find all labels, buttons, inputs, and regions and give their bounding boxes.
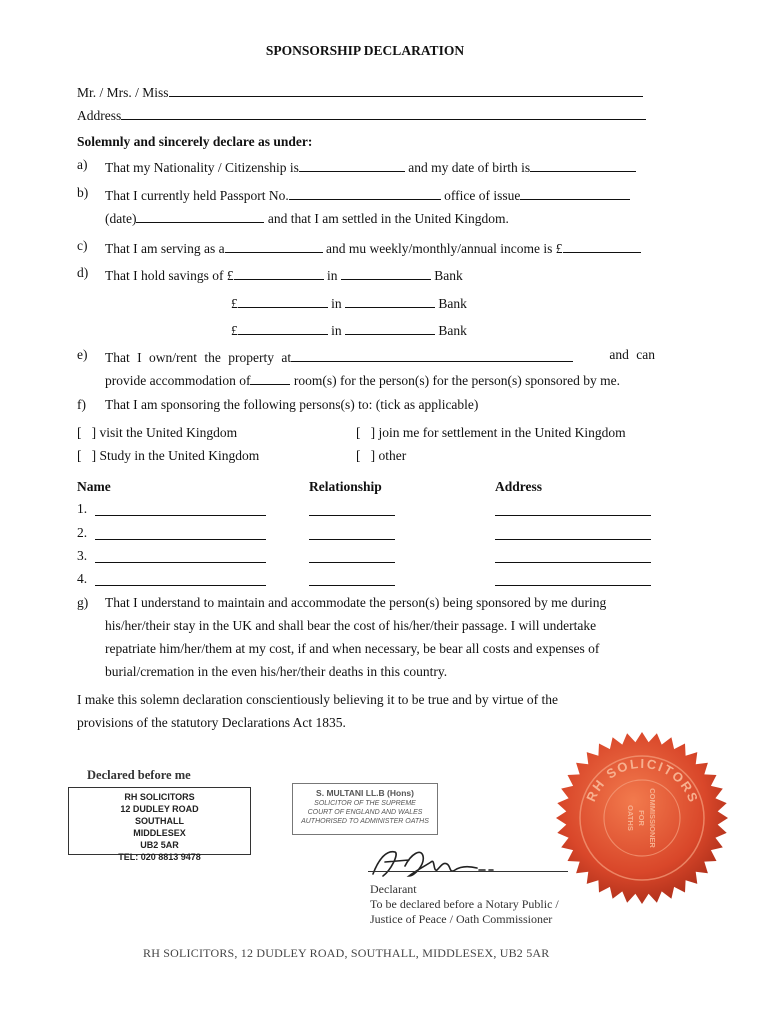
table-row <box>309 571 395 590</box>
bank-label: Bank <box>434 268 463 283</box>
item-a-text <box>105 157 636 176</box>
row-relationship-blank[interactable] <box>309 525 395 540</box>
item-a-part1: That my Nationality / Citizenship is <box>105 160 299 175</box>
notary-name: S. MULTANI LL.B (Hons) <box>316 788 414 798</box>
row-relationship-blank[interactable] <box>309 571 395 586</box>
stamp-line: 12 DUDLEY ROAD <box>120 804 199 814</box>
dob-blank[interactable] <box>530 157 636 172</box>
checkbox-bracket[interactable]: [ ] <box>77 448 97 463</box>
passport-blank[interactable] <box>289 185 441 200</box>
item-b-line1 <box>105 185 630 204</box>
declared-before-label: Declared before me <box>87 768 191 782</box>
table-row-number: 4. <box>77 571 88 586</box>
table-header-name: Name <box>77 479 111 494</box>
declare-heading: Solemnly and sincerely declare as under: <box>77 134 313 149</box>
stamp-line: TEL: 020 8813 9478 <box>118 852 201 862</box>
item-b-part4: and that I am settled in the United Kingdom. <box>267 211 509 226</box>
item-d-row1 <box>105 265 463 284</box>
item-e-line1 <box>105 347 655 366</box>
item-g-line: burial/cremation in the even his/her/their deaths in this country. <box>105 664 448 679</box>
closing-line: provisions of the statutory Declarations Act 1835. <box>77 715 346 730</box>
table-row <box>309 501 395 520</box>
address-label: Address <box>77 108 122 123</box>
address-field-row <box>77 105 646 124</box>
in-label: in <box>326 268 338 283</box>
checkbox-bracket[interactable]: [ ] <box>356 425 376 440</box>
closing-line: I make this solemn declaration conscientiously believing it to be true and by virtue of the <box>77 692 558 707</box>
in-label: in <box>331 296 342 311</box>
item-e-part4: room(s) for the person(s) for the person(s) sponsored by me. <box>293 373 621 388</box>
item-b-marker: b) <box>77 185 89 200</box>
item-g-line: his/her/their stay in the UK and shall bear the cost of his/her/their passage. I will undertake <box>105 618 597 633</box>
row-relationship-blank[interactable] <box>309 501 395 516</box>
table-row <box>495 501 651 520</box>
solicitor-stamp <box>68 787 251 862</box>
row-name-blank[interactable] <box>95 501 266 516</box>
checkbox-other-label: other <box>378 448 407 463</box>
item-e-part3: provide accommodation of <box>105 373 251 388</box>
footer-address: RH SOLICITORS, 12 DUDLEY ROAD, SOUTHALL, MIDDLESEX, UB2 5AR <box>143 946 550 960</box>
rooms-blank[interactable] <box>250 370 290 385</box>
savings-amount-blank[interactable] <box>238 320 328 335</box>
item-d-row2 <box>231 293 467 312</box>
table-header-relationship: Relationship <box>309 479 382 494</box>
declarant-note: To be declared before a Notary Public / <box>370 897 559 911</box>
table-row <box>95 571 266 590</box>
bank-name-blank[interactable] <box>345 293 435 308</box>
item-b-part1: That I currently held Passport No. <box>105 188 289 203</box>
notary-line: COURT OF ENGLAND AND WALES <box>307 809 423 816</box>
item-c-part2: and mu weekly/monthly/annual income is £ <box>325 241 563 256</box>
row-relationship-blank[interactable] <box>309 548 395 563</box>
seal-text: RH SOLICITORS <box>583 755 702 806</box>
checkbox-study[interactable] <box>77 448 259 464</box>
declarant-label: Declarant <box>370 882 417 896</box>
table-row-number: 2. <box>77 525 88 540</box>
bank-label: Bank <box>438 296 467 311</box>
row-name-blank[interactable] <box>95 548 266 563</box>
seal-center-line: FOR <box>637 810 646 826</box>
item-e-part1: That I own/rent the property at <box>105 350 292 365</box>
signature-line <box>368 871 568 872</box>
bank-name-blank[interactable] <box>341 265 431 280</box>
issue-date-blank[interactable] <box>136 208 264 223</box>
row-address-blank[interactable] <box>495 501 651 516</box>
item-c-part1: That I am serving as a <box>105 241 225 256</box>
name-label: Mr. / Mrs. / Miss <box>77 85 169 100</box>
notary-line: SOLICITOR OF THE SUPREME <box>314 800 416 807</box>
office-issue-blank[interactable] <box>520 185 630 200</box>
table-row-number: 3. <box>77 548 88 563</box>
document-title: SPONSORSHIP DECLARATION <box>265 43 465 58</box>
item-c-marker: c) <box>77 238 88 253</box>
item-c-text <box>105 238 641 257</box>
item-e-part2: and can <box>609 347 655 362</box>
item-g-line: repatriate him/her/them at my cost, if and when necessary, be bear all costs and expenses of <box>105 641 600 656</box>
pound-label: £ <box>231 296 238 311</box>
stamp-line: UB2 5AR <box>140 840 179 850</box>
checkbox-study-label: Study in the United Kingdom <box>99 448 260 463</box>
item-d-marker: d) <box>77 265 89 280</box>
table-row <box>309 548 395 567</box>
notary-line: AUTHORISED TO ADMINISTER OATHS <box>301 818 429 825</box>
item-b-part2: office of issue <box>444 188 521 203</box>
checkbox-other[interactable] <box>356 448 406 464</box>
table-row <box>495 548 651 567</box>
item-a-marker: a) <box>77 157 88 172</box>
red-seal <box>552 728 732 908</box>
item-g-line: That I understand to maintain and accommodate the person(s) being sponsored by me during <box>105 595 607 610</box>
item-f-marker: f) <box>77 397 86 412</box>
seal-center-line: COMMISSIONER <box>648 788 657 848</box>
table-row <box>309 525 395 544</box>
row-name-blank[interactable] <box>95 525 266 540</box>
item-b-part3: (date) <box>105 211 137 226</box>
item-d-row3 <box>231 320 467 339</box>
checkbox-settlement[interactable] <box>356 425 626 441</box>
item-e-line2 <box>105 370 620 389</box>
checkbox-settlement-label: join me for settlement in the United Kingdom <box>378 425 626 440</box>
row-address-blank[interactable] <box>495 548 651 563</box>
item-f-text: That I am sponsoring the following persons(s) to: (tick as applicable) <box>105 397 479 412</box>
item-e-marker: e) <box>77 347 88 362</box>
nationality-blank[interactable] <box>299 157 405 172</box>
table-row <box>95 548 266 567</box>
checkbox-visit-label: visit the United Kingdom <box>99 425 238 440</box>
declarant-note: Justice of Peace / Oath Commissioner <box>370 912 553 926</box>
table-row <box>495 525 651 544</box>
checkbox-bracket[interactable]: [ ] <box>356 448 376 463</box>
table-row <box>95 525 266 544</box>
seal-icon <box>552 728 732 908</box>
property-address-blank[interactable] <box>291 347 573 362</box>
occupation-blank[interactable] <box>225 238 323 253</box>
name-field-row <box>77 82 643 101</box>
signature-icon <box>365 836 515 884</box>
pound-label: £ <box>231 323 238 338</box>
stamp-line: RH SOLICITORS <box>124 792 195 802</box>
item-d-part1: That I hold savings of £ <box>105 268 234 283</box>
row-name-blank[interactable] <box>95 571 266 586</box>
checkbox-bracket[interactable]: [ ] <box>77 425 97 440</box>
seal-center-line: OATHS <box>626 805 635 831</box>
row-address-blank[interactable] <box>495 525 651 540</box>
name-blank[interactable] <box>169 82 643 97</box>
income-blank[interactable] <box>563 238 641 253</box>
stamp-line: MIDDLESEX <box>133 828 186 838</box>
table-row <box>495 571 651 590</box>
item-g-marker: g) <box>77 595 89 610</box>
table-row <box>95 501 266 520</box>
bank-label: Bank <box>438 323 467 338</box>
address-blank[interactable] <box>121 105 646 120</box>
table-row-number: 1. <box>77 501 88 516</box>
stamp-line: SOUTHALL <box>135 816 184 826</box>
item-b-line2 <box>105 208 509 227</box>
savings-amount-blank[interactable] <box>234 265 324 280</box>
row-address-blank[interactable] <box>495 571 651 586</box>
savings-amount-blank[interactable] <box>238 293 328 308</box>
bank-name-blank[interactable] <box>345 320 435 335</box>
table-header-address: Address <box>495 479 543 494</box>
in-label: in <box>331 323 342 338</box>
checkbox-visit[interactable] <box>77 425 237 441</box>
item-a-part2: and my date of birth is <box>408 160 531 175</box>
notary-stamp <box>292 783 438 835</box>
